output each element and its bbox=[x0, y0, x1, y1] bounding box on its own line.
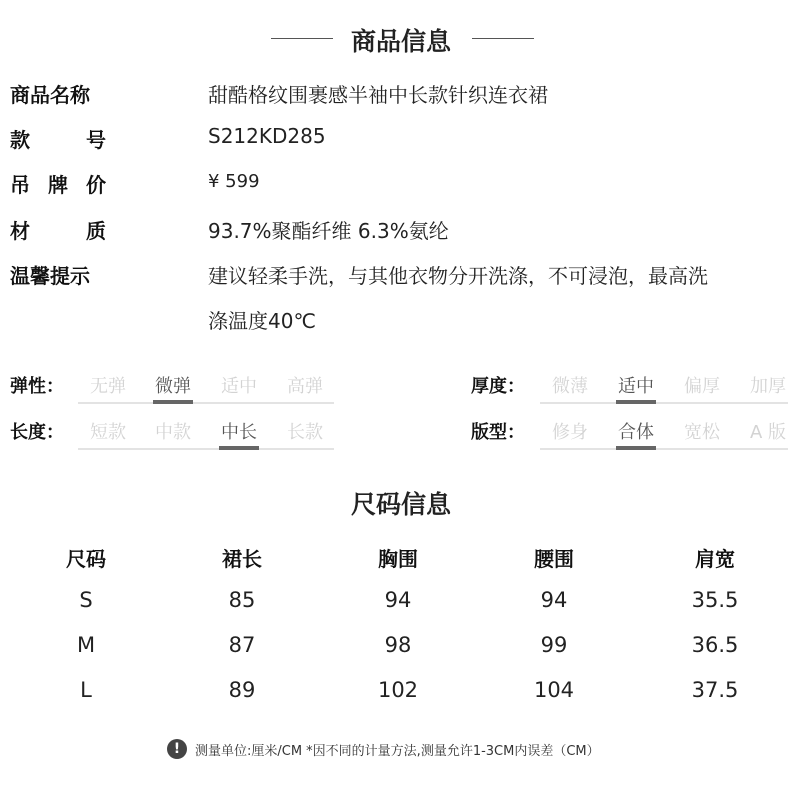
title-divider-right bbox=[472, 38, 534, 39]
style-number-label: 款 号 bbox=[10, 128, 106, 152]
length-option-short: 短款 bbox=[90, 422, 126, 443]
fit-label: 版型： bbox=[471, 422, 525, 443]
size-cell-m-waist: 99 bbox=[540, 633, 568, 657]
care-tips-value-line2: 涤温度40℃ bbox=[208, 309, 316, 333]
tag-price-value: ¥ 599 bbox=[208, 171, 260, 192]
elasticity-option-medium: 适中 bbox=[221, 376, 257, 397]
fit-option-loose: 宽松 bbox=[684, 422, 720, 443]
thickness-option-extra-thick: 加厚 bbox=[750, 376, 786, 397]
thickness-option-medium: 适中 bbox=[618, 376, 654, 397]
tag-price-label: 吊 牌 价 bbox=[10, 173, 106, 197]
elasticity-scale-line bbox=[78, 402, 334, 404]
care-tips-value-line1: 建议轻柔手洗，与其他衣物分开洗涤，不可浸泡，最高洗 bbox=[208, 264, 708, 288]
size-cell-l-size: L bbox=[80, 678, 92, 702]
size-cell-m-length: 87 bbox=[228, 633, 256, 657]
size-cell-l-bust: 102 bbox=[377, 678, 419, 702]
size-cell-m-shoulder: 36.5 bbox=[691, 633, 739, 657]
size-cell-m-size: M bbox=[76, 633, 96, 657]
material-value: 93.7%聚酯纤维 6.3%氨纶 bbox=[208, 219, 449, 243]
fit-option-slim: 修身 bbox=[552, 422, 588, 443]
size-info-title: 尺码信息 bbox=[350, 490, 451, 519]
length-option-long: 长款 bbox=[287, 422, 323, 443]
size-cell-s-length: 85 bbox=[228, 588, 256, 612]
size-cell-l-waist: 104 bbox=[533, 678, 575, 702]
thickness-scale-line bbox=[540, 402, 788, 404]
care-tips-label: 温馨提示 bbox=[10, 264, 90, 288]
style-number-value: S212KD285 bbox=[208, 124, 326, 148]
thickness-option-thick: 偏厚 bbox=[684, 376, 720, 397]
size-header-size: 尺码 bbox=[66, 547, 106, 571]
product-info-title: 商品信息 bbox=[350, 27, 451, 56]
size-header-shoulder: 肩宽 bbox=[695, 547, 735, 571]
fit-scale-line bbox=[540, 448, 788, 450]
size-header-waist: 腰围 bbox=[534, 547, 574, 571]
material-label: 材 质 bbox=[10, 219, 106, 243]
length-selected-bar bbox=[219, 446, 259, 450]
size-cell-s-size: S bbox=[79, 588, 93, 612]
product-name-label: 商品名称 bbox=[10, 83, 90, 107]
length-option-mid: 中款 bbox=[155, 422, 191, 443]
length-scale-line bbox=[78, 448, 334, 450]
size-cell-l-length: 89 bbox=[228, 678, 256, 702]
size-cell-s-waist: 94 bbox=[540, 588, 568, 612]
elasticity-option-none: 无弹 bbox=[90, 376, 126, 397]
elasticity-selected-bar bbox=[153, 400, 193, 404]
size-header-length: 裙长 bbox=[222, 547, 262, 571]
size-cell-s-bust: 94 bbox=[384, 588, 412, 612]
size-cell-s-shoulder: 35.5 bbox=[691, 588, 739, 612]
product-name-value: 甜酷格纹围裹感半袖中长款针织连衣裙 bbox=[208, 83, 548, 107]
measurement-note: 测量单位:厘米/CM *因不同的计量方法,测量允许1-3CM内误差（CM） bbox=[195, 744, 600, 759]
length-label: 长度： bbox=[10, 422, 64, 443]
size-cell-l-shoulder: 37.5 bbox=[691, 678, 739, 702]
exclamation-icon: ! bbox=[167, 739, 187, 759]
elasticity-option-high: 高弹 bbox=[287, 376, 323, 397]
length-option-mid-long: 中长 bbox=[221, 422, 257, 443]
fit-selected-bar bbox=[616, 446, 656, 450]
thickness-selected-bar bbox=[616, 400, 656, 404]
fit-option-a-line: A 版 bbox=[749, 422, 787, 443]
thickness-label: 厚度： bbox=[471, 376, 525, 397]
thickness-option-thin: 微薄 bbox=[552, 376, 588, 397]
size-header-bust: 胸围 bbox=[378, 547, 418, 571]
elasticity-option-slight: 微弹 bbox=[155, 376, 191, 397]
elasticity-label: 弹性： bbox=[10, 376, 64, 397]
fit-option-regular: 合体 bbox=[618, 422, 654, 443]
size-cell-m-bust: 98 bbox=[384, 633, 412, 657]
